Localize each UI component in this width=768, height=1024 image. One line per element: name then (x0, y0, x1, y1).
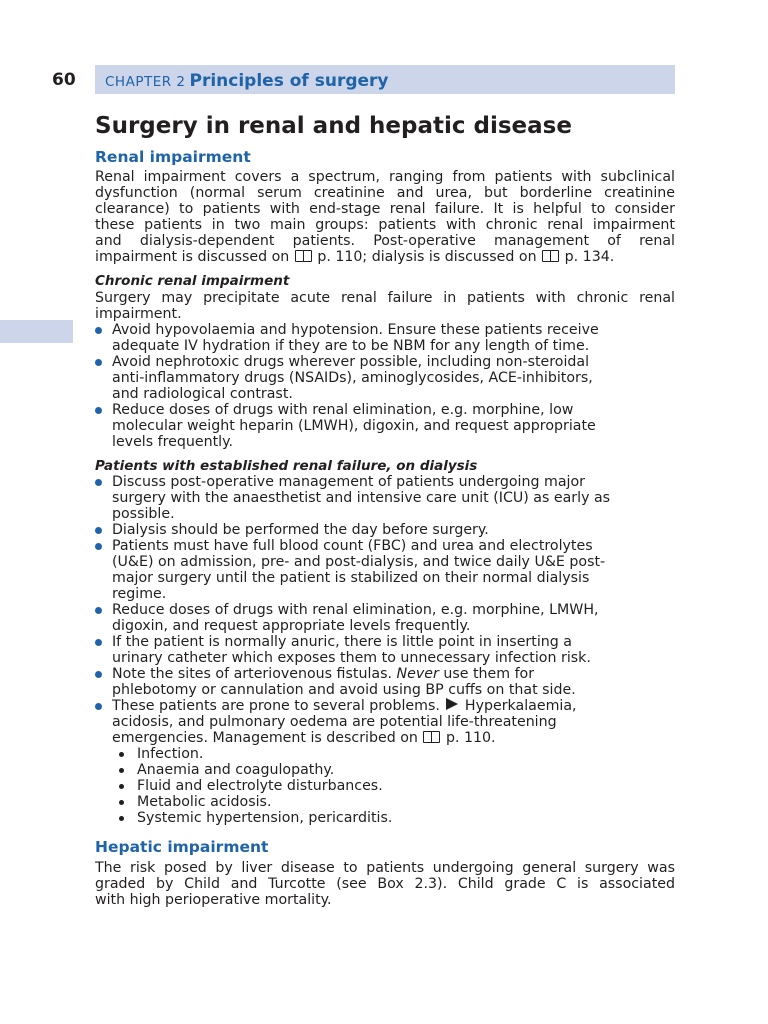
sub-list-item: Infection. (137, 746, 204, 762)
text-run: Hyperkalaemia, (464, 698, 577, 714)
section-heading-hepatic: Hepatic impairment (95, 838, 269, 856)
chapter-title: Principles of surgery (189, 71, 389, 91)
sub-bullet-icon (119, 768, 124, 773)
arrow-icon (446, 698, 458, 710)
text-run: impairment is discussed on (95, 249, 290, 265)
sub-list-item: Metabolic acidosis. (137, 794, 272, 810)
chapter-side-tab (0, 320, 73, 343)
paragraph-line: The risk posed by liver disease to patients undergoing general surgery was (95, 860, 675, 876)
list-item-line: possible. (112, 506, 175, 522)
text-run: These patients are prone to several problems. (112, 698, 440, 714)
list-item-line: and radiological contrast. (112, 386, 293, 402)
paragraph-line (95, 249, 614, 265)
bullet-icon (95, 607, 102, 614)
list-item-line: phlebotomy or cannulation and avoid using BP cuffs on that side. (112, 682, 576, 698)
paragraph-line: and dialysis-dependent patients. Post-operative management of renal (95, 233, 675, 249)
chapter-label: CHAPTER 2 (105, 74, 186, 90)
text-run: Note the sites of arteriovenous fistulas. (112, 666, 392, 682)
text-run: use them for (443, 666, 535, 682)
list-item-line: Avoid hypovolaemia and hypotension. Ensure these patients receive (112, 322, 599, 338)
section-heading-renal: Renal impairment (95, 148, 251, 166)
chapter-header (105, 71, 389, 91)
paragraph-line: Surgery may precipitate acute renal failure in patients with chronic renal (95, 290, 675, 306)
list-item-line (112, 666, 534, 682)
bullet-icon (95, 527, 102, 534)
list-item-line: Dialysis should be performed the day before surgery. (112, 522, 489, 538)
list-item-line: molecular weight heparin (LMWH), digoxin, and request appropriate (112, 418, 596, 434)
book-icon (295, 250, 312, 262)
bullet-icon (95, 671, 102, 678)
list-item-line: levels frequently. (112, 434, 233, 450)
sub-list-item: Anaemia and coagulopathy. (137, 762, 335, 778)
page-number: 60 (52, 70, 76, 90)
bullet-icon (95, 639, 102, 646)
book-icon (423, 731, 440, 743)
list-item-line: Reduce doses of drugs with renal elimination, e.g. morphine, LMWH, (112, 602, 599, 618)
bullet-icon (95, 703, 102, 710)
list-item-line: Discuss post-operative management of patients undergoing major (112, 474, 585, 490)
paragraph-line: clearance) to patients with end-stage renal failure. It is helpful to consider (95, 201, 675, 217)
list-item-line: Patients must have full blood count (FBC) and urea and electrolytes (112, 538, 593, 554)
bullet-icon (95, 479, 102, 486)
subheading-dialysis: Patients with established renal failure, on dialysis (95, 458, 478, 474)
bullet-icon (95, 359, 102, 366)
list-item-line: digoxin, and request appropriate levels frequently. (112, 618, 471, 634)
sub-bullet-icon (119, 784, 124, 789)
list-item-line: acidosis, and pulmonary oedema are potential life-threatening (112, 714, 557, 730)
text-run: p. 110. (445, 730, 496, 746)
sub-list-item: Systemic hypertension, pericarditis. (137, 810, 393, 826)
sub-bullet-icon (119, 816, 124, 821)
list-item-line: If the patient is normally anuric, there is little point in inserting a (112, 634, 572, 650)
subheading-chronic: Chronic renal impairment (95, 273, 290, 289)
paragraph-line: these patients in two main groups: patients with chronic renal impairment (95, 217, 675, 233)
list-item-line: adequate IV hydration if they are to be NBM for any length of time. (112, 338, 590, 354)
sub-bullet-icon (119, 752, 124, 757)
text-run: p. 134. (564, 249, 615, 265)
list-item-line: anti-inflammatory drugs (NSAIDs), aminoglycosides, ACE-inhibitors, (112, 370, 593, 386)
paragraph-line: with high perioperative mortality. (95, 892, 332, 908)
list-item-line: (U&E) on admission, pre- and post-dialysis, and twice daily U&E post- (112, 554, 606, 570)
list-item-line (112, 698, 577, 714)
list-item-line: Avoid nephrotoxic drugs wherever possible, including non-steroidal (112, 354, 590, 370)
bullet-icon (95, 407, 102, 414)
text-run: p. 110; dialysis is discussed on (317, 249, 537, 265)
chapter-header-bar (95, 65, 675, 94)
list-item-line: major surgery until the patient is stabilized on their normal dialysis (112, 570, 590, 586)
emphasis: Never (396, 666, 439, 682)
list-item-line: Reduce doses of drugs with renal elimination, e.g. morphine, low (112, 402, 574, 418)
paragraph-line: Renal impairment covers a spectrum, ranging from patients with subclinical (95, 169, 675, 185)
bullet-icon (95, 327, 102, 334)
book-icon (542, 250, 559, 262)
paragraph-line: impairment. (95, 306, 182, 322)
sub-list-item: Fluid and electrolyte disturbances. (137, 778, 383, 794)
list-item-line: regime. (112, 586, 167, 602)
list-item-line: surgery with the anaesthetist and intensive care unit (ICU) as early as (112, 490, 611, 506)
paragraph-line: dysfunction (normal serum creatinine and urea, but borderline creatinine (95, 185, 675, 201)
bullet-icon (95, 543, 102, 550)
page-title: Surgery in renal and hepatic disease (95, 113, 572, 139)
sub-bullet-icon (119, 800, 124, 805)
text-run: emergencies. Management is described on (112, 730, 418, 746)
paragraph-line: graded by Child and Turcotte (see Box 2.3). Child grade C is associated (95, 876, 675, 892)
list-item-line (112, 730, 496, 746)
list-item-line: urinary catheter which exposes them to unnecessary infection risk. (112, 650, 591, 666)
